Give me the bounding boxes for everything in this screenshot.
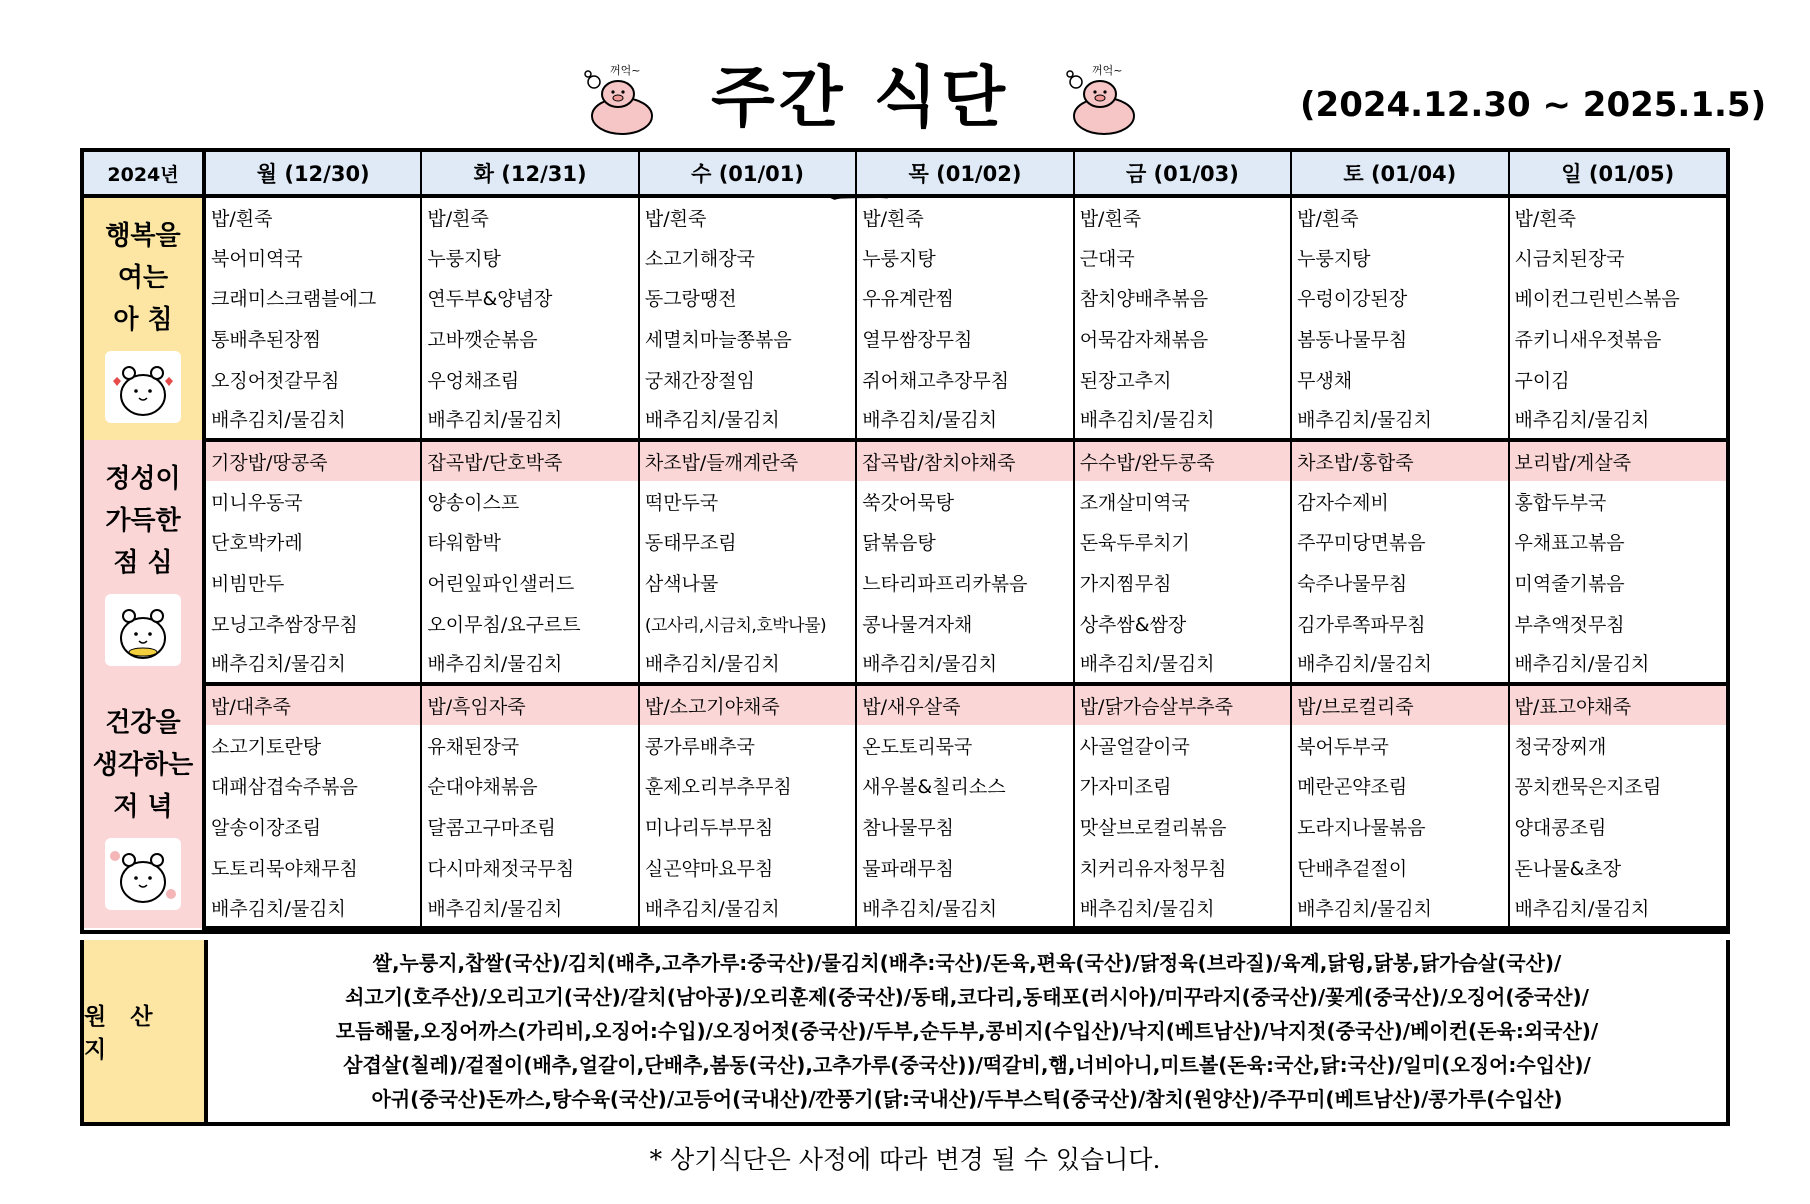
- menu-item: 밥/흰죽: [1291, 196, 1508, 237]
- menu-item: 새우볼&칠리소스: [856, 766, 1073, 807]
- menu-item: 무생채: [1291, 359, 1508, 400]
- menu-row: [84, 359, 1726, 400]
- day-header: 토 (01/04): [1291, 152, 1508, 196]
- menu-item: 배추김치/물김치: [1509, 399, 1726, 440]
- menu-item: 근대국: [1074, 237, 1291, 278]
- menu-item: 돈나물&초장: [1514, 857, 1622, 880]
- meal-label-line: 생각하는: [92, 750, 194, 781]
- menu-item: 모닝고추쌈장무침: [204, 603, 421, 644]
- menu-item: 배추김치/물김치: [856, 644, 1073, 685]
- menu-row: [84, 399, 1726, 440]
- menu-item: 밥/흰죽: [421, 196, 638, 237]
- meal-label-line: 저 녁: [113, 792, 173, 823]
- menu-item: 부추액젓무침: [1514, 613, 1625, 636]
- menu-item: 오이무침/요구르트: [421, 603, 638, 644]
- pig-mascot-icon: [580, 60, 664, 142]
- menu-item: 배추김치/물김치: [1291, 888, 1508, 929]
- menu-item: 보리밥/게살죽: [1509, 440, 1726, 481]
- menu-item: 알송이장조림: [204, 806, 421, 847]
- menu-row: [84, 766, 1726, 807]
- menu-item: 느타리파프리카볶음: [856, 562, 1073, 603]
- menu-item: 배추김치/물김치: [1291, 399, 1508, 440]
- menu-row: [84, 847, 1726, 888]
- meal-label: [84, 684, 204, 928]
- menu-item: 오징어젓갈무침: [204, 359, 421, 400]
- pig-mascot-icon: [1062, 60, 1146, 142]
- menu-item: 소고기해장국: [639, 237, 856, 278]
- meal-label-line: 정성이: [105, 464, 181, 495]
- menu-item: 밥/닭가슴살부추죽: [1074, 684, 1291, 725]
- menu-item: 잡곡밥/참치야채죽: [856, 440, 1073, 481]
- menu-item: 김가루쪽파무침: [1291, 603, 1508, 644]
- menu-item: 밥/소고기야채죽: [639, 684, 856, 725]
- meal-label-line: 점 심: [113, 548, 173, 579]
- menu-item: 미역줄기볶음: [1514, 573, 1625, 596]
- origin-line: 쌀,누룽지,찹쌀(국산)/김치(배추,고추가루:중국산)/물김치(배추:국산)/돈육,편육(국산)/닭정육(브라질)/육계,닭윙,닭봉,닭가슴살(국산)/: [372, 951, 1562, 975]
- menu-item: 누룽지탕: [856, 237, 1073, 278]
- menu-item: 배추김치/물김치: [856, 399, 1073, 440]
- day-header: 수 (01/01): [639, 152, 856, 196]
- menu-item: 밥/흰죽: [639, 196, 856, 237]
- menu-item: 맛살브로컬리볶음: [1074, 806, 1291, 847]
- menu-item: 밥/흰죽: [1074, 196, 1291, 237]
- menu-item: 조개살미역국: [1074, 481, 1291, 522]
- bear-flowers-icon: [105, 838, 181, 910]
- menu-item: 밥/표고야채죽: [1509, 684, 1726, 725]
- menu-item: 통배추된장찜: [204, 318, 421, 359]
- menu-item: 연두부&양념장: [421, 277, 638, 318]
- day-header-row: [84, 152, 1726, 196]
- menu-item: 크래미스크램블에그: [204, 277, 421, 318]
- meal-label-line: 행복을: [105, 221, 181, 252]
- menu-item: 밥/브로컬리죽: [1291, 684, 1508, 725]
- menu-item: 기장밥/땅콩죽: [204, 440, 421, 481]
- page-header: [0, 0, 1810, 150]
- menu-item: 시금치된장국: [1514, 247, 1625, 270]
- menu-item: 어묵감자채볶음: [1074, 318, 1291, 359]
- origin-text: [208, 940, 1726, 1122]
- menu-item: 사골얼갈이국: [1074, 725, 1291, 766]
- menu-item: 참나물무침: [856, 806, 1073, 847]
- bear-hearts-icon: [105, 351, 181, 423]
- menu-item: 배추김치/물김치: [1074, 888, 1291, 929]
- menu-item: 미니우동국: [204, 481, 421, 522]
- day-header: 금 (01/03): [1074, 152, 1291, 196]
- origin-section: [80, 940, 1730, 1126]
- menu-row: [84, 237, 1726, 278]
- menu-item: 상추쌈&쌈장: [1074, 603, 1291, 644]
- menu-item: 쥬키니새우젓볶음: [1514, 328, 1662, 351]
- menu-item: 된장고추지: [1074, 359, 1291, 400]
- menu-item: 밥/새우살죽: [856, 684, 1073, 725]
- menu-item: 배추김치/물김치: [421, 399, 638, 440]
- menu-item: 궁채간장절임: [639, 359, 856, 400]
- menu-item: 메란곤약조림: [1291, 766, 1508, 807]
- menu-row: [84, 644, 1726, 685]
- menu-item: 떡만두국: [639, 481, 856, 522]
- menu-row: [84, 684, 1726, 725]
- menu-item: 잡곡밥/단호박죽: [421, 440, 638, 481]
- day-header: 월 (12/30): [204, 152, 421, 196]
- menu-item: 배추김치/물김치: [1074, 399, 1291, 440]
- menu-item: 콩나물겨자채: [856, 603, 1073, 644]
- menu-item: 봄동나물무침: [1291, 318, 1508, 359]
- menu-item: 물파래무침: [856, 847, 1073, 888]
- menu-item: 배추김치/물김치: [204, 888, 421, 929]
- menu-item: 우렁이강된장: [1291, 277, 1508, 318]
- origin-line: 쇠고기(호주산)/오리고기(국산)/갈치(남아공)/오리훈제(중국산)/동태,코다리,동태포(러시아)/미꾸라지(중국산)/꽃게(중국산)/오징어(중국산)/: [345, 985, 1589, 1009]
- menu-item: (고사리,시금치,호박나물): [639, 603, 856, 644]
- meal-label-line: 아 침: [113, 305, 173, 336]
- menu-table: [80, 148, 1730, 934]
- menu-item: 닭볶음탕: [856, 522, 1073, 563]
- date-range: (2024.12.30 ~ 2025.1.5): [1300, 85, 1767, 125]
- meal-label-line: 가득한: [105, 506, 181, 537]
- menu-item: 비빔만두: [204, 562, 421, 603]
- menu-item: 동태무조림: [639, 522, 856, 563]
- menu-item: 꽁치캔묵은지조림: [1514, 776, 1662, 799]
- menu-item: 밥/흰죽: [204, 196, 421, 237]
- menu-item: 밥/흰죽: [1514, 207, 1576, 230]
- menu-item: 주꾸미당면볶음: [1291, 522, 1508, 563]
- menu-item: 구이김: [1514, 369, 1570, 392]
- menu-item: 우엉채조림: [421, 359, 638, 400]
- menu-item: 밥/흑임자죽: [421, 684, 638, 725]
- menu-item: 누룽지탕: [421, 237, 638, 278]
- mascot-caption: 꺼억~: [610, 64, 641, 77]
- menu-item: 배추김치/물김치: [639, 399, 856, 440]
- menu-item: 콩가루배추국: [639, 725, 856, 766]
- menu-item: 돈육두루치기: [1074, 522, 1291, 563]
- menu-item: 미나리두부무침: [639, 806, 856, 847]
- menu-item: 타워함박: [421, 522, 638, 563]
- menu-row: [84, 196, 1726, 237]
- day-header: 목 (01/02): [856, 152, 1073, 196]
- menu-item: 치커리유자청무침: [1074, 847, 1291, 888]
- menu-item: 배추김치/물김치: [1074, 644, 1291, 685]
- menu-item: 배추김치/물김치: [421, 888, 638, 929]
- menu-row: [84, 522, 1726, 563]
- menu-item: 도라지나물볶음: [1291, 806, 1508, 847]
- menu-item: 양대콩조림: [1514, 817, 1607, 840]
- menu-item: 삼색나물: [639, 562, 856, 603]
- menu-row: [84, 806, 1726, 847]
- menu-item: 도토리묵야채무침: [204, 847, 421, 888]
- menu-item: 실곤약마요무침: [639, 847, 856, 888]
- menu-item: 숙주나물무침: [1291, 562, 1508, 603]
- menu-item: 다시마채젓국무침: [421, 847, 638, 888]
- menu-item: 배추김치/물김치: [856, 888, 1073, 929]
- menu-item: 베이컨그린빈스볶음: [1514, 288, 1680, 311]
- menu-item: 가자미조림: [1074, 766, 1291, 807]
- meal-label: [84, 196, 204, 440]
- menu-item: 배추김치/물김치: [1509, 644, 1726, 685]
- menu-item: 순대야채볶음: [421, 766, 638, 807]
- menu-item: 열무쌈장무침: [856, 318, 1073, 359]
- menu-item: 밥/흰죽: [856, 196, 1073, 237]
- menu-item: 고바깻순볶음: [421, 318, 638, 359]
- menu-item: 가지찜무침: [1074, 562, 1291, 603]
- menu-item: 어린잎파인샐러드: [421, 562, 638, 603]
- menu-row: [84, 562, 1726, 603]
- menu-item: 대패삼겹숙주볶음: [204, 766, 421, 807]
- menu-item: 밥/대추죽: [204, 684, 421, 725]
- origin-line: 모듬해물,오징어까스(가리비,오징어:수입)/오징어젓(중국산)/두부,순두부,콩비지(수입산)/낙지(베트남산)/낙지젓(중국산)/베이컨(돈육:외국산)/: [335, 1019, 1599, 1043]
- menu-item: 유채된장국: [421, 725, 638, 766]
- menu-item: 배추김치/물김치: [204, 399, 421, 440]
- mascot-caption: 꺼억~: [1092, 64, 1123, 77]
- meal-label-line: 여는: [117, 263, 169, 294]
- menu-item: 소고기토란탕: [204, 725, 421, 766]
- menu-row: [84, 725, 1726, 766]
- menu-item: 누룽지탕: [1291, 237, 1508, 278]
- menu-item: 단호박카레: [204, 522, 421, 563]
- menu-item: 우유계란찜: [856, 277, 1073, 318]
- origin-line: 아귀(중국산)돈까스,탕수육(국산)/고등어(국내산)/깐풍기(닭:국내산)/두부스틱(중국산)/참치(원양산)/주꾸미(베트남산)/콩가루(수입산): [371, 1087, 1563, 1111]
- menu-item: 북어두부국: [1291, 725, 1508, 766]
- menu-item: 참치양배추볶음: [1074, 277, 1291, 318]
- menu-item: 배추김치/물김치: [1291, 644, 1508, 685]
- menu-row: [84, 318, 1726, 359]
- origin-line: 삼겹살(칠레)/겉절이(배추,얼갈이,단배추,봄동(국산),고추가루(중국산))/떡갈비,햄,너비아니,미트볼(돈육:국산,닭:국산)/일미(오징어:수입산)/: [343, 1053, 1591, 1077]
- meal-label-line: 건강을: [105, 708, 181, 739]
- menu-row: [84, 603, 1726, 644]
- menu-item: 달콤고구마조림: [421, 806, 638, 847]
- menu-item: 쥐어채고추장무침: [856, 359, 1073, 400]
- footnote: * 상기식단은 사정에 따라 변경 될 수 있습니다.: [649, 1145, 1161, 1174]
- menu-item: 우채표고볶음: [1514, 532, 1625, 555]
- menu-item: 동그랑땡전: [639, 277, 856, 318]
- day-header: 화 (12/31): [421, 152, 638, 196]
- origin-label: 원 산 지: [84, 940, 208, 1122]
- menu-item: 온도토리묵국: [856, 725, 1073, 766]
- menu-row: [84, 440, 1726, 481]
- menu-item: 쑥갓어묵탕: [856, 481, 1073, 522]
- menu-item: 단배추겉절이: [1291, 847, 1508, 888]
- menu-item: 배추김치/물김치: [421, 644, 638, 685]
- menu-item: 차조밥/들깨계란죽: [639, 440, 856, 481]
- menu-item: 북어미역국: [204, 237, 421, 278]
- menu-item: 감자수제비: [1291, 481, 1508, 522]
- menu-item: 차조밥/홍합죽: [1291, 440, 1508, 481]
- menu-row: [84, 481, 1726, 522]
- page-title: 주간 식단: [710, 59, 1009, 136]
- day-header: 일 (01/05): [1509, 152, 1726, 196]
- menu-item: 배추김치/물김치: [639, 888, 856, 929]
- menu-row: [84, 277, 1726, 318]
- menu-item: 배추김치/물김치: [1509, 888, 1726, 929]
- bear-snack-icon: [105, 594, 181, 666]
- year-label: 2024년: [84, 152, 204, 196]
- menu-item: 훈제오리부추무침: [639, 766, 856, 807]
- menu-row: [84, 888, 1726, 929]
- menu-item: 청국장찌개: [1514, 735, 1607, 758]
- menu-item: 양송이스프: [421, 481, 638, 522]
- menu-item: 홍합두부국: [1514, 491, 1607, 514]
- menu-item: 배추김치/물김치: [639, 644, 856, 685]
- menu-item: 세멸치마늘쫑볶음: [639, 318, 856, 359]
- menu-item: 배추김치/물김치: [204, 644, 421, 685]
- meal-label: [84, 440, 204, 684]
- menu-item: 수수밥/완두콩죽: [1074, 440, 1291, 481]
